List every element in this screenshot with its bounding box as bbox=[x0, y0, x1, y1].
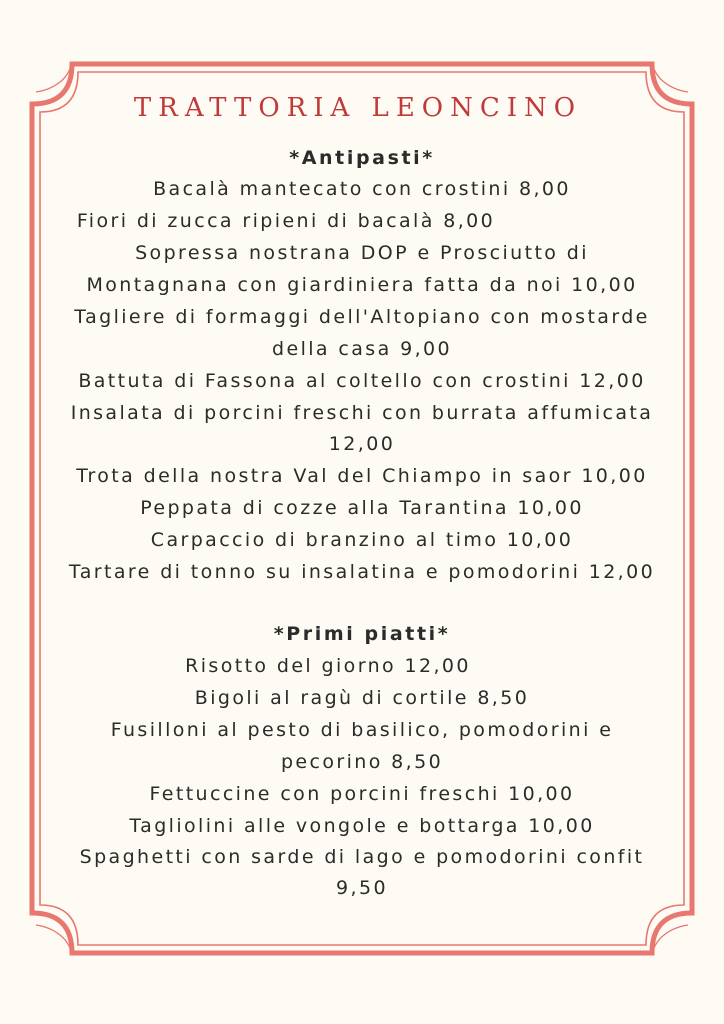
menu-line: Insalata di porcini freschi con burrata affumicata bbox=[70, 402, 654, 424]
menu-line: Spaghetti con sarde di lago e pomodorini confit bbox=[79, 846, 645, 868]
restaurant-title: TRATTORIA LEONCINO bbox=[133, 93, 583, 123]
menu-line: Fiori di zucca ripieni di bacalà 8,00 bbox=[76, 210, 496, 232]
menu-line: Tagliere di formaggi dell'Altopiano con mostarde bbox=[74, 306, 650, 328]
menu-line: Fettuccine con porcini freschi 10,00 bbox=[149, 783, 575, 805]
menu-line: Bigoli al ragù di cortile 8,50 bbox=[194, 687, 530, 709]
menu-line: della casa 9,00 bbox=[272, 338, 452, 360]
section-heading-antipasti: *Antipasti* bbox=[289, 147, 435, 169]
menu-line: Trota della nostra Val del Chiampo in saor 10,00 bbox=[76, 465, 648, 487]
menu-line: Tagliolini alle vongole e bottarga 10,00 bbox=[129, 815, 595, 837]
menu-line: Carpaccio di branzino al timo 10,00 bbox=[150, 529, 574, 551]
menu-line: Battuta di Fassona al coltello con crostini 12,00 bbox=[78, 370, 646, 392]
menu-line: Sopressa nostrana DOP e Prosciutto di bbox=[135, 242, 589, 264]
menu-line: Tartare di tonno su insalatina e pomodorini 12,00 bbox=[68, 561, 656, 583]
menu-line: pecorino 8,50 bbox=[280, 751, 444, 773]
menu-line: Peppata di cozze alla Tarantina 10,00 bbox=[140, 497, 584, 519]
menu-line: 9,50 bbox=[336, 877, 388, 899]
menu-line: Risotto del giorno 12,00 bbox=[185, 655, 471, 677]
menu-line: Montagnana con giardiniera fatta da noi 10,00 bbox=[86, 274, 638, 296]
menu-line: Fusilloni al pesto di basilico, pomodorini e bbox=[110, 719, 614, 741]
menu-line: 12,00 bbox=[328, 433, 396, 455]
section-heading-primi: *Primi piatti* bbox=[273, 623, 451, 645]
menu-line: Bacalà mantecato con crostini 8,00 bbox=[153, 178, 571, 200]
